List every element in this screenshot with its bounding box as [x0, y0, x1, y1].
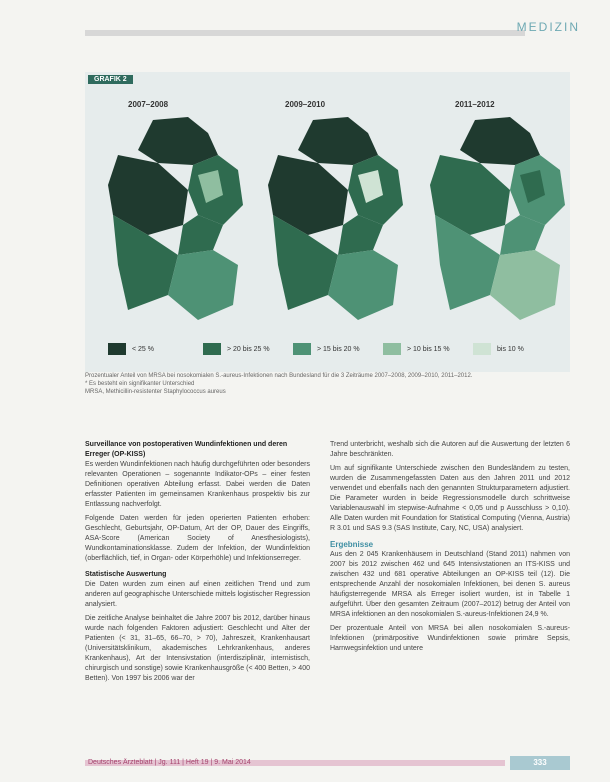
legend-swatch — [108, 343, 126, 355]
legend-label: > 10 bis 15 % — [407, 345, 450, 353]
page-number: 333 — [510, 756, 570, 770]
legend-item — [108, 342, 154, 356]
paragraph: Trend unterbricht, weshalb sich die Autoren auf die Auswertung der letzten 6 Jahre beschränkten. — [330, 441, 570, 458]
legend-swatch — [293, 343, 311, 355]
section-heading: Statistische Auswertung — [85, 571, 167, 578]
map-region-south — [328, 250, 398, 320]
paragraph: Um auf signifikante Unterschiede zwischen den Bundesländern zu testen, wurden die Zusammengefassten Daten aus den Jahren 2011 und 2012 verwendet und ebenfalls nach den genannten Strukturparametern adjustiert. Die Parameter wurden in beide Regressionsmodelle durch schrittweise Variablenauswahl im stepwise-Aufnahme < 0,05 und p Ausschluss > 0,10). Alle Daten wurden mit Foundation for Statistical Computing (Vienna, Austria) R 3.01 und SAS 9.3 (SAS Institute, Cary, NC, USA) analysiert. — [330, 465, 570, 532]
caption-line: MRSA, Methicillin-resistenter Staphylococcus aureus — [85, 389, 226, 395]
legend-swatch — [473, 343, 491, 355]
legend-label: > 15 bis 20 % — [317, 345, 360, 353]
journal-citation: Deutsches Ärzteblatt | Jg. 111 | Heft 19 | 9. Mai 2014 — [88, 759, 251, 766]
legend-item — [293, 342, 360, 356]
caption-line: * Es besteht ein signifikanter Unterschied — [85, 381, 195, 387]
right-column — [330, 440, 570, 658]
legend-swatch — [203, 343, 221, 355]
map-region-north — [460, 117, 540, 165]
map-legend — [108, 342, 548, 358]
section-heading: Surveillance von postoperativen Wundinfektionen und deren Erreger (OP-KISS) — [85, 441, 288, 458]
period-label-3: 2011–2012 — [455, 100, 495, 109]
germany-map-2009-2010 — [258, 115, 408, 325]
map-region-south — [490, 250, 560, 320]
paragraph: Aus den 2 045 Krankenhäusern in Deutschland (Stand 2011) nahmen von 2007 bis 2012 zwischen 462 und 645 Intensivstationen an ITS-KISS und zwischen 432 und 681 operative Abteilungen an OP-KISS teil (12). Die entsprechende Anzahl der nosokomialen Infektionen, bei denen S. aureus häufigsterregende MRSA als Erreger isoliert wurden, ist in Tabelle 1 aufgeführt. Über den gesamten Zeitraum (2007–2012) betrug der Anteil von MRSA infektionen an den nosokomialen S.-aureus-Infektionen 24,9 %. — [330, 551, 570, 618]
paragraph: Es werden Wundinfektionen nach häufig durchgeführten oder besonders relevanten Operationen – sogenannte Indikator-OPs – einer festen Definitionen operativen Abteilung erfasst. Dabei werden die Daten erfasster Patienten im gemeinsamen Krankenhaus prospektiv bis zur Entlassung nachverfolgt. — [85, 461, 310, 508]
legend-label: bis 10 % — [497, 345, 524, 353]
germany-map-2011-2012 — [420, 115, 570, 325]
header-rule — [85, 30, 525, 36]
map-region-north — [298, 117, 378, 165]
legend-item — [383, 342, 450, 356]
map-region-south — [168, 250, 238, 320]
figure-tag: GRAFIK 2 — [88, 75, 133, 84]
paragraph: Der prozentuale Anteil von MRSA bei allen nosokomialen S.-aureus-Infektionen (primärpositive Wundinfektionen sowie primäre Sepsis, Harnwegsinfektion und untere — [330, 625, 570, 652]
legend-label: > 20 bis 25 % — [227, 345, 270, 353]
paragraph: Folgende Daten werden für jeden operierten Patienten erhoben: Geschlecht, Geburtsjahr, OP-Datum, Art der OP, Dauer des Eingriffs, ASA-Score (American Society of Anesthesiologists), Wundkontaminationsklasse. Zudem der Infektion, der Wundinfektion (oberflächlich, tief, in Organ- oder Körperhöhle) und Infektionserreger. — [85, 515, 310, 562]
section-heading: Ergebnisse — [330, 540, 374, 549]
period-label-2: 2009–2010 — [285, 100, 326, 109]
figure-caption — [85, 372, 570, 396]
period-label-1: 2007–2008 — [128, 100, 169, 109]
paragraph: Die zeitliche Analyse beinhaltet die Jahre 2007 bis 2012, darüber hinaus wurde nach folgenden Faktoren adjustiert: Geschlecht und Alter der Patienten (< 31, 31–65, 66–70, > 70), Jahreszeit, Krankenhausart (Universitätsklinikum, akademisches Lehrkrankenhaus, anderes Krankenhaus), Art der Intensivstation (interdisziplinär, internistisch, chirurgisch und sonstige) sowie Krankenhausgröße (< 400 Betten, > 400 Betten). Von 1997 bis 2006 war der — [85, 615, 310, 682]
legend-item — [203, 342, 270, 356]
legend-swatch — [383, 343, 401, 355]
paragraph: Die Daten wurden zum einen auf einen zeitlichen Trend und zum anderen auf geographische Unterschiede mittels logistischer Regression analysiert. — [85, 581, 310, 608]
legend-item — [473, 342, 524, 356]
legend-label: < 25 % — [132, 345, 154, 353]
germany-map-2007-2008 — [98, 115, 248, 325]
section-label: MEDIZIN — [516, 20, 580, 34]
caption-line: Prozentualer Anteil von MRSA bei nosokomialen S.-aureus-Infektionen nach Bundesland für die 3 Zeiträume 2007–2008, 2009–2010, 2011–2012. — [85, 373, 473, 379]
map-region-north — [138, 117, 218, 165]
left-column — [85, 440, 310, 688]
